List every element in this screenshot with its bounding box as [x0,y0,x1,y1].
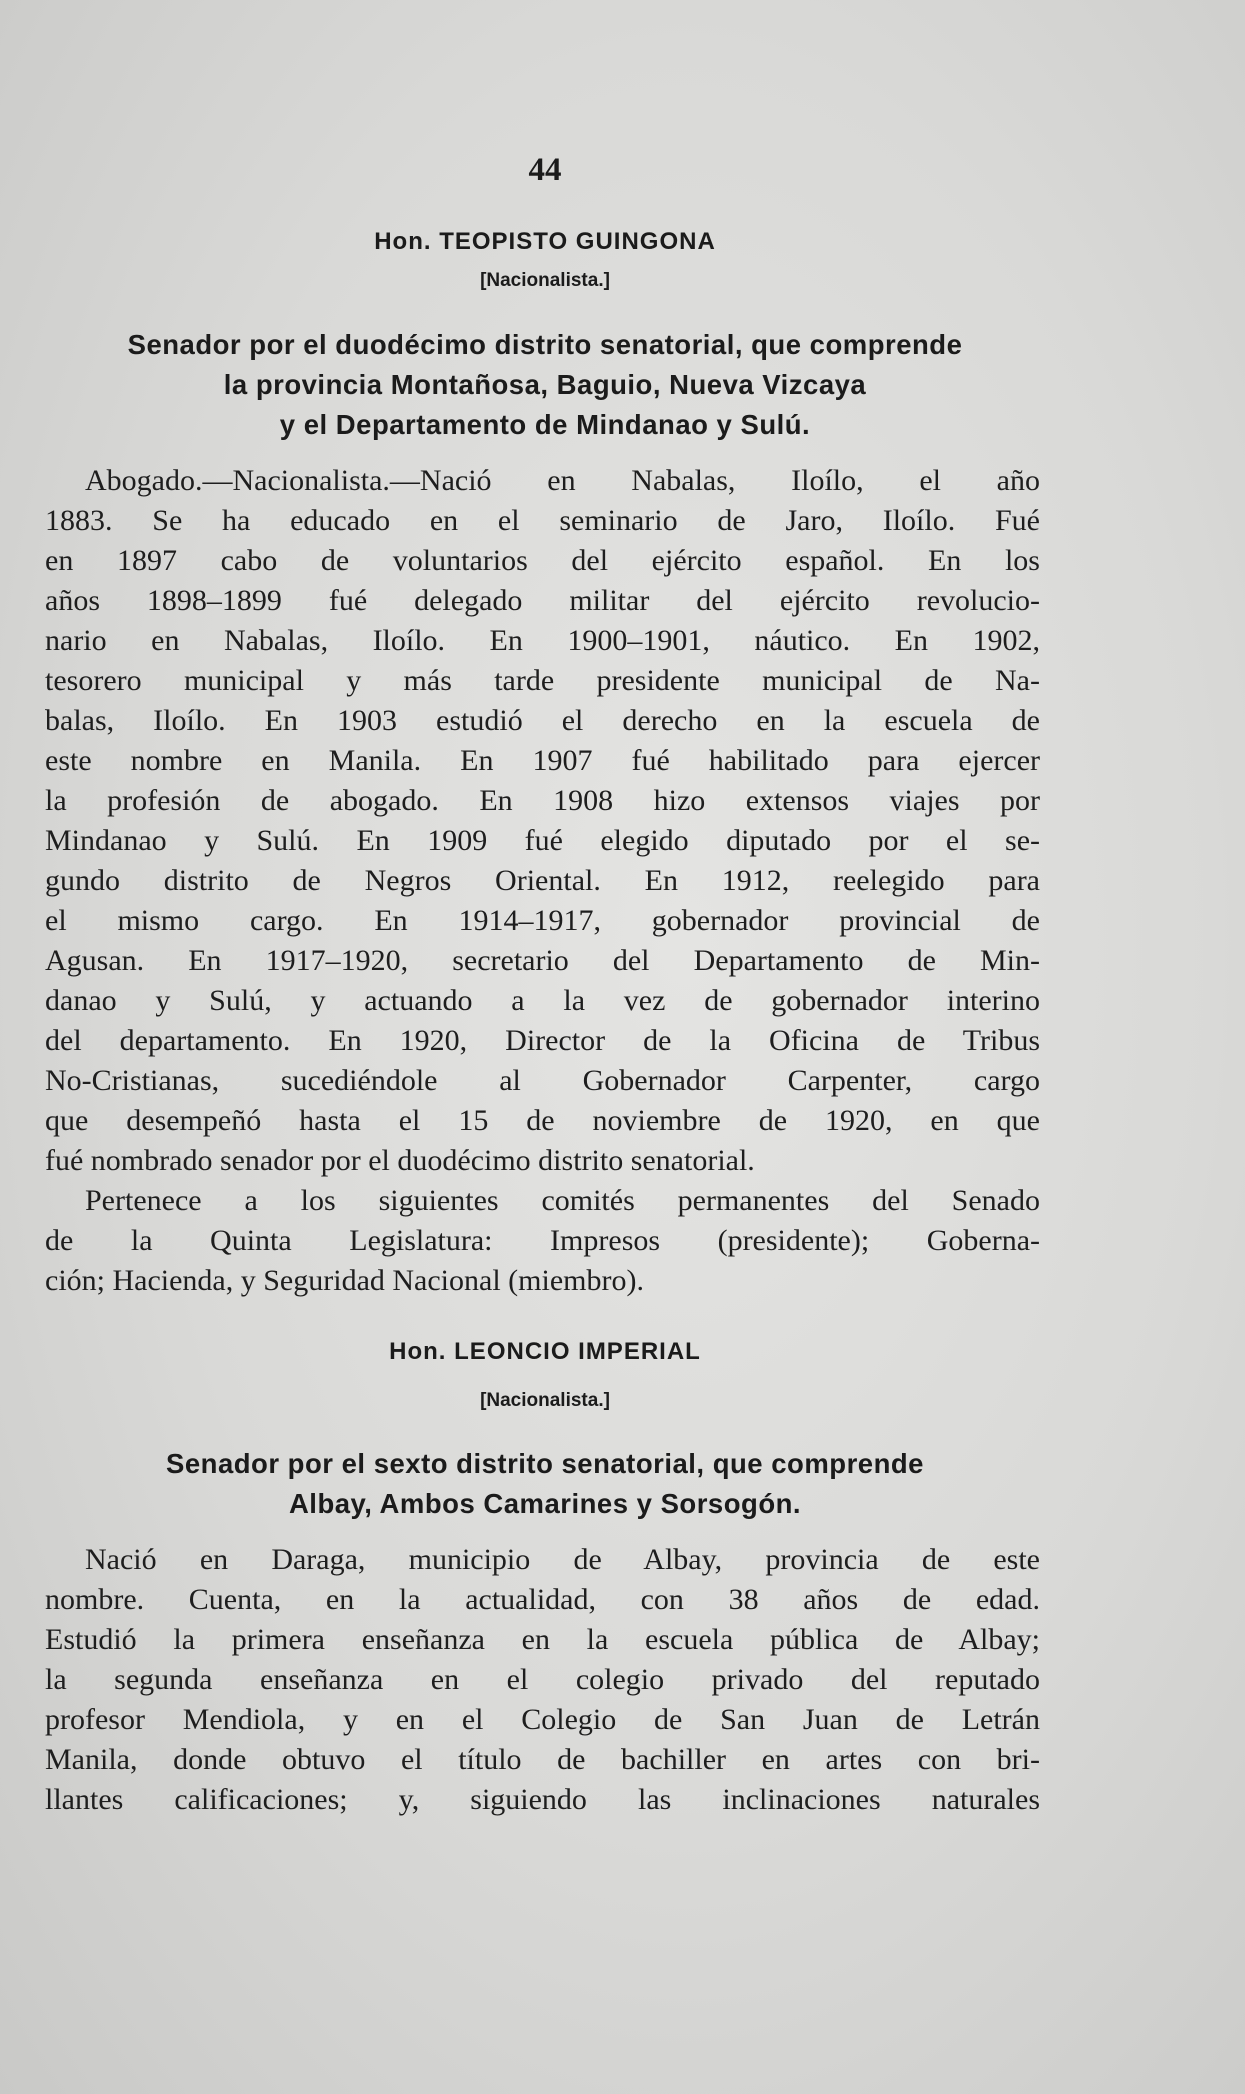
district-line: la provincia Montañosa, Baguio, Nueva Vizcaya [223,369,867,400]
district-line: Senador por el duodécimo distrito senatorial, que comprende [127,329,963,360]
text-line: gundo distrito de Negros Oriental. En 1912, reelegido para [45,864,1040,897]
text-line: danao y Sulú, y actuando a la vez de gobernador interino [45,984,1040,1017]
text-line: de la Quinta Legislatura: Impresos (presidente); Goberna- [45,1224,1040,1257]
text-line: nombre. Cuenta, en la actualidad, con 38 años de edad. [45,1583,1040,1616]
party-affiliation: [Nacionalista.] [480,270,610,291]
text-line: Nació en Daraga, municipio de Albay, provincia de este [85,1543,1040,1576]
text-line: nario en Nabalas, Iloílo. En 1900–1901, náutico. En 1902, [45,624,1040,657]
committees-paragraph [45,1181,1040,1301]
text-line: Manila, donde obtuvo el título de bachiller en artes con bri- [45,1743,1040,1776]
biography-paragraph [45,461,1040,1181]
text-line: en 1897 cabo de voluntarios del ejército español. En los [45,544,1040,577]
text-line: la profesión de abogado. En 1908 hizo extensos viajes por [45,784,1040,817]
biography-paragraph [45,1540,1040,1820]
party-affiliation: [Nacionalista.] [480,1390,610,1411]
text-line: 1883. Se ha educado en el seminario de Jaro, Iloílo. Fué [45,504,1040,537]
page-number: 44 [528,152,562,188]
text-line: Pertenece a los siguientes comités permanentes del Senado [85,1184,1040,1217]
text-line: la segunda enseñanza en el colegio privado del reputado [45,1663,1040,1696]
senator-name: Hon. TEOPISTO GUINGONA [374,228,716,255]
district-line: Albay, Ambos Camarines y Sorsogón. [288,1488,802,1519]
text-line: Estudió la primera enseñanza en la escuela pública de Albay; [45,1623,1040,1656]
text-line: años 1898–1899 fué delegado militar del ejército revolucio- [45,584,1040,617]
district-line: Senador por el sexto distrito senatorial, que comprende [166,1448,924,1479]
text-line: profesor Mendiola, y en el Colegio de San Juan de Letrán [45,1703,1040,1736]
text-line: ción; Hacienda, y Seguridad Nacional (miembro). [45,1264,644,1297]
district-line: y el Departamento de Mindanao y Sulú. [279,409,811,440]
text-line: llantes calificaciones; y, siguiendo las inclinaciones naturales [45,1783,1040,1816]
text-line: tesorero municipal y más tarde presidente municipal de Na- [45,664,1040,697]
text-line: No-Cristianas, sucediéndole al Gobernador Carpenter, cargo [45,1064,1040,1097]
text-line: que desempeñó hasta el 15 de noviembre de 1920, en que [45,1104,1040,1137]
text-line: del departamento. En 1920, Director de la Oficina de Tribus [45,1024,1040,1057]
text-line: el mismo cargo. En 1914–1917, gobernador provincial de [45,904,1040,937]
text-line: Mindanao y Sulú. En 1909 fué elegido diputado por el se- [45,824,1040,857]
district-description [40,325,1050,445]
text-line: Abogado.—Nacionalista.—Nació en Nabalas, Iloílo, el año [85,464,1040,497]
text-line: Agusan. En 1917–1920, secretario del Departamento de Min- [45,944,1040,977]
text-line: fué nombrado senador por el duodécimo distrito senatorial. [45,1144,755,1177]
text-line: este nombre en Manila. En 1907 fué habilitado para ejercer [45,744,1040,777]
senator-name: Hon. LEONCIO IMPERIAL [389,1338,701,1365]
district-description [40,1444,1050,1524]
text-line: balas, Iloílo. En 1903 estudió el derecho en la escuela de [45,704,1040,737]
